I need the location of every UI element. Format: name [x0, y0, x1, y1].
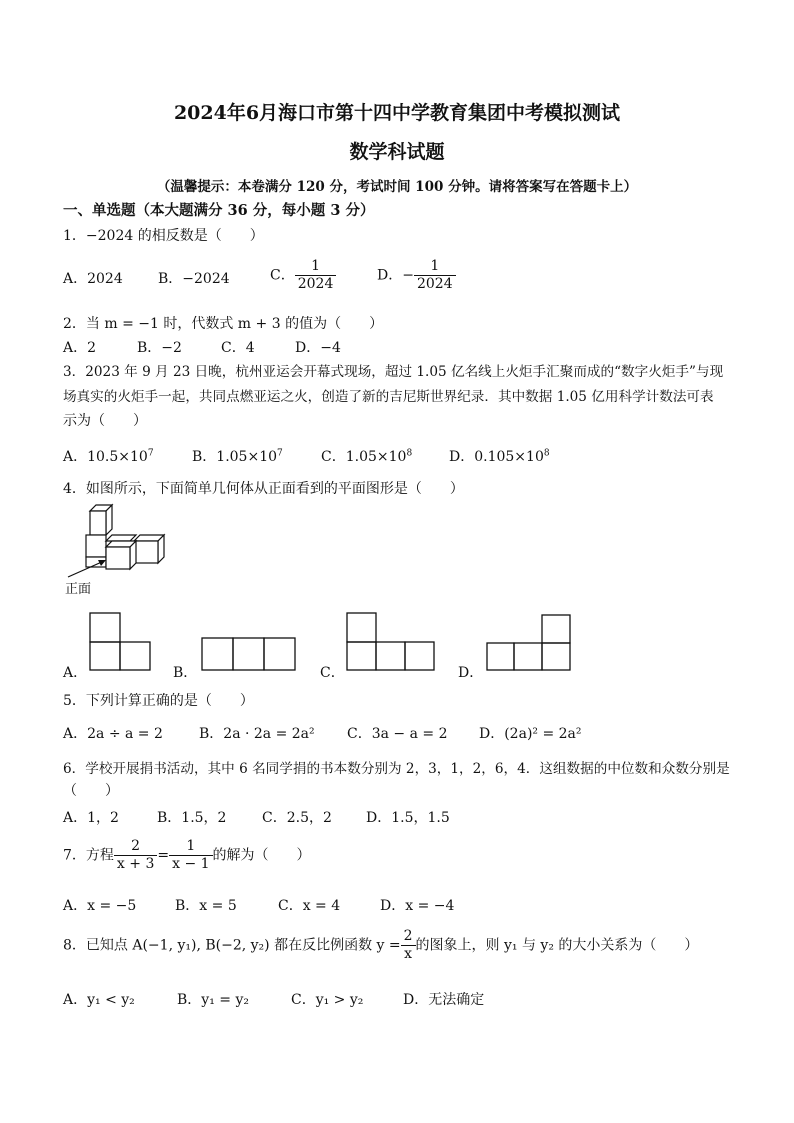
q3-option-b-base: B．1.05×10 [192, 449, 278, 465]
q4-option-c-figure [346, 612, 435, 672]
q1-option-b: B．−2024 [158, 271, 230, 287]
q7-right-fraction [169, 838, 212, 873]
q4-option-a: A． [63, 665, 88, 681]
q3-option-d-exponent: 8 [543, 448, 550, 459]
q3-option-c-base: C．1.05×10 [321, 449, 407, 465]
q3-option-a [63, 446, 154, 466]
exam-subtitle: 数学科试题 [349, 141, 445, 163]
q1-option-c-fraction [295, 258, 337, 293]
q3-option-b-exponent: 7 [277, 448, 283, 459]
q3-option-b [192, 446, 283, 466]
q7-left-fraction [114, 838, 157, 873]
fraction-denominator: x − 1 [169, 855, 212, 873]
q8-option-d: D．无法确定 [403, 992, 485, 1008]
q5-option-d: D．(2a)² = 2a² [479, 726, 582, 742]
fraction-denominator: 2024 [414, 275, 456, 293]
q8-stem [63, 928, 698, 963]
q1-stem: 1．−2024 的相反数是（ ） [63, 228, 264, 244]
q7-stem [63, 838, 311, 873]
q1-option-a: A．2024 [63, 271, 123, 287]
q5-stem: 5．下列计算正确的是（ ） [63, 693, 254, 709]
q3-option-a-base: A．10.5×10 [63, 449, 148, 465]
fraction-numerator: 2 [403, 928, 413, 944]
q7-suffix: 的解为（ ） [212, 847, 311, 864]
q1-option-c-label: C． [270, 267, 295, 284]
q6-line-2: （ ） [63, 783, 119, 799]
q7-option-c: C．x = 4 [278, 898, 341, 914]
q7-option-b: B．x = 5 [175, 898, 237, 914]
q8-prefix: 8．已知点 A(−1, y₁), B(−2, y₂) 都在反比例函数 y = [63, 937, 401, 954]
q5-option-b: B．2a · 2a = 2a² [199, 726, 315, 742]
fraction-denominator: x [401, 945, 416, 963]
fraction-numerator: 1 [186, 838, 196, 854]
q7-equals: = [157, 847, 170, 864]
q3-option-c-exponent: 8 [406, 448, 413, 459]
q8-suffix: 的图象上，则 y₁ 与 y₂ 的大小关系为（ ） [415, 937, 699, 954]
q8-option-c: C．y₁ > y₂ [291, 992, 364, 1008]
section-heading: 一、单选题（本大题满分 36 分，每小题 3 分） [63, 202, 375, 219]
q4-option-d: D． [458, 665, 484, 681]
q2-stem: 2．当 m = −1 时，代数式 m + 3 的值为（ ） [63, 316, 384, 332]
q6-option-d: D．1.5，1.5 [366, 810, 450, 826]
q4-front-label: 正面 [65, 582, 92, 597]
q5-option-a: A．2a ÷ a = 2 [63, 726, 163, 742]
q3-line-2: 场真实的火炬手一起，共同点燃亚运之火，创造了新的吉尼斯世界纪录．其中数据 1.05 亿用科学计数法可表 [63, 389, 714, 405]
q2-option-d: D．−4 [295, 340, 341, 356]
exam-tip: （温馨提示：本卷满分 120 分，考试时间 100 分钟。请将答案写在答题卡上） [156, 179, 638, 195]
q4-option-d-figure [486, 614, 571, 672]
fraction-numerator: 2 [131, 838, 141, 854]
q2-option-b: B．−2 [137, 340, 182, 356]
q1-option-d-fraction [414, 258, 456, 293]
q4-option-c: C． [320, 665, 345, 681]
q7-option-a: A．x = −5 [63, 898, 137, 914]
fraction-numerator: 1 [311, 258, 320, 274]
q3-option-d [449, 446, 550, 466]
q1-option-d-label: D．− [377, 267, 414, 284]
q6-option-a: A．1，2 [63, 810, 119, 826]
q3-option-a-exponent: 7 [147, 448, 154, 459]
q8-option-b: B．y₁ = y₂ [177, 992, 249, 1008]
fraction-denominator: x + 3 [114, 855, 157, 873]
q6-line-1: 6．学校开展捐书活动，其中 6 名同学捐的书本数分别为 2，3，1，2，6，4．这组数据的中位数和众数分别是 [63, 761, 730, 777]
q6-option-c: C．2.5，2 [262, 810, 332, 826]
q7-prefix: 7．方程 [63, 847, 114, 864]
q2-option-a: A．2 [63, 340, 97, 356]
fraction-numerator: 1 [430, 258, 440, 274]
q4-option-a-figure [89, 612, 151, 672]
q5-option-c: C．3a − a = 2 [347, 726, 448, 742]
q3-option-d-base: D．0.105×10 [449, 449, 544, 465]
q4-option-b-figure [201, 637, 296, 672]
q3-option-c [321, 446, 412, 466]
q6-option-b: B．1.5，2 [157, 810, 227, 826]
q4-option-b: B． [173, 665, 198, 681]
q7-option-d: D．x = −4 [380, 898, 455, 914]
fraction-denominator: 2024 [295, 275, 337, 293]
q4-stem: 4．如图所示，下面简单几何体从正面看到的平面图形是（ ） [63, 481, 464, 497]
q1-option-d [377, 258, 456, 293]
q8-option-a: A．y₁ < y₂ [63, 992, 135, 1008]
q2-option-c: C．4 [221, 340, 255, 356]
q3-line-1: 3．2023 年 9 月 23 日晚，杭州亚运会开幕式现场，超过 1.05 亿名线上火炬手汇聚而成的“数字火炬手”与现 [63, 364, 724, 380]
q8-function-fraction [401, 928, 416, 963]
q3-line-3: 示为（ ） [63, 413, 147, 429]
exam-title: 2024年6月海口市第十四中学教育集团中考模拟测试 [173, 102, 621, 124]
q1-option-c [270, 258, 336, 293]
